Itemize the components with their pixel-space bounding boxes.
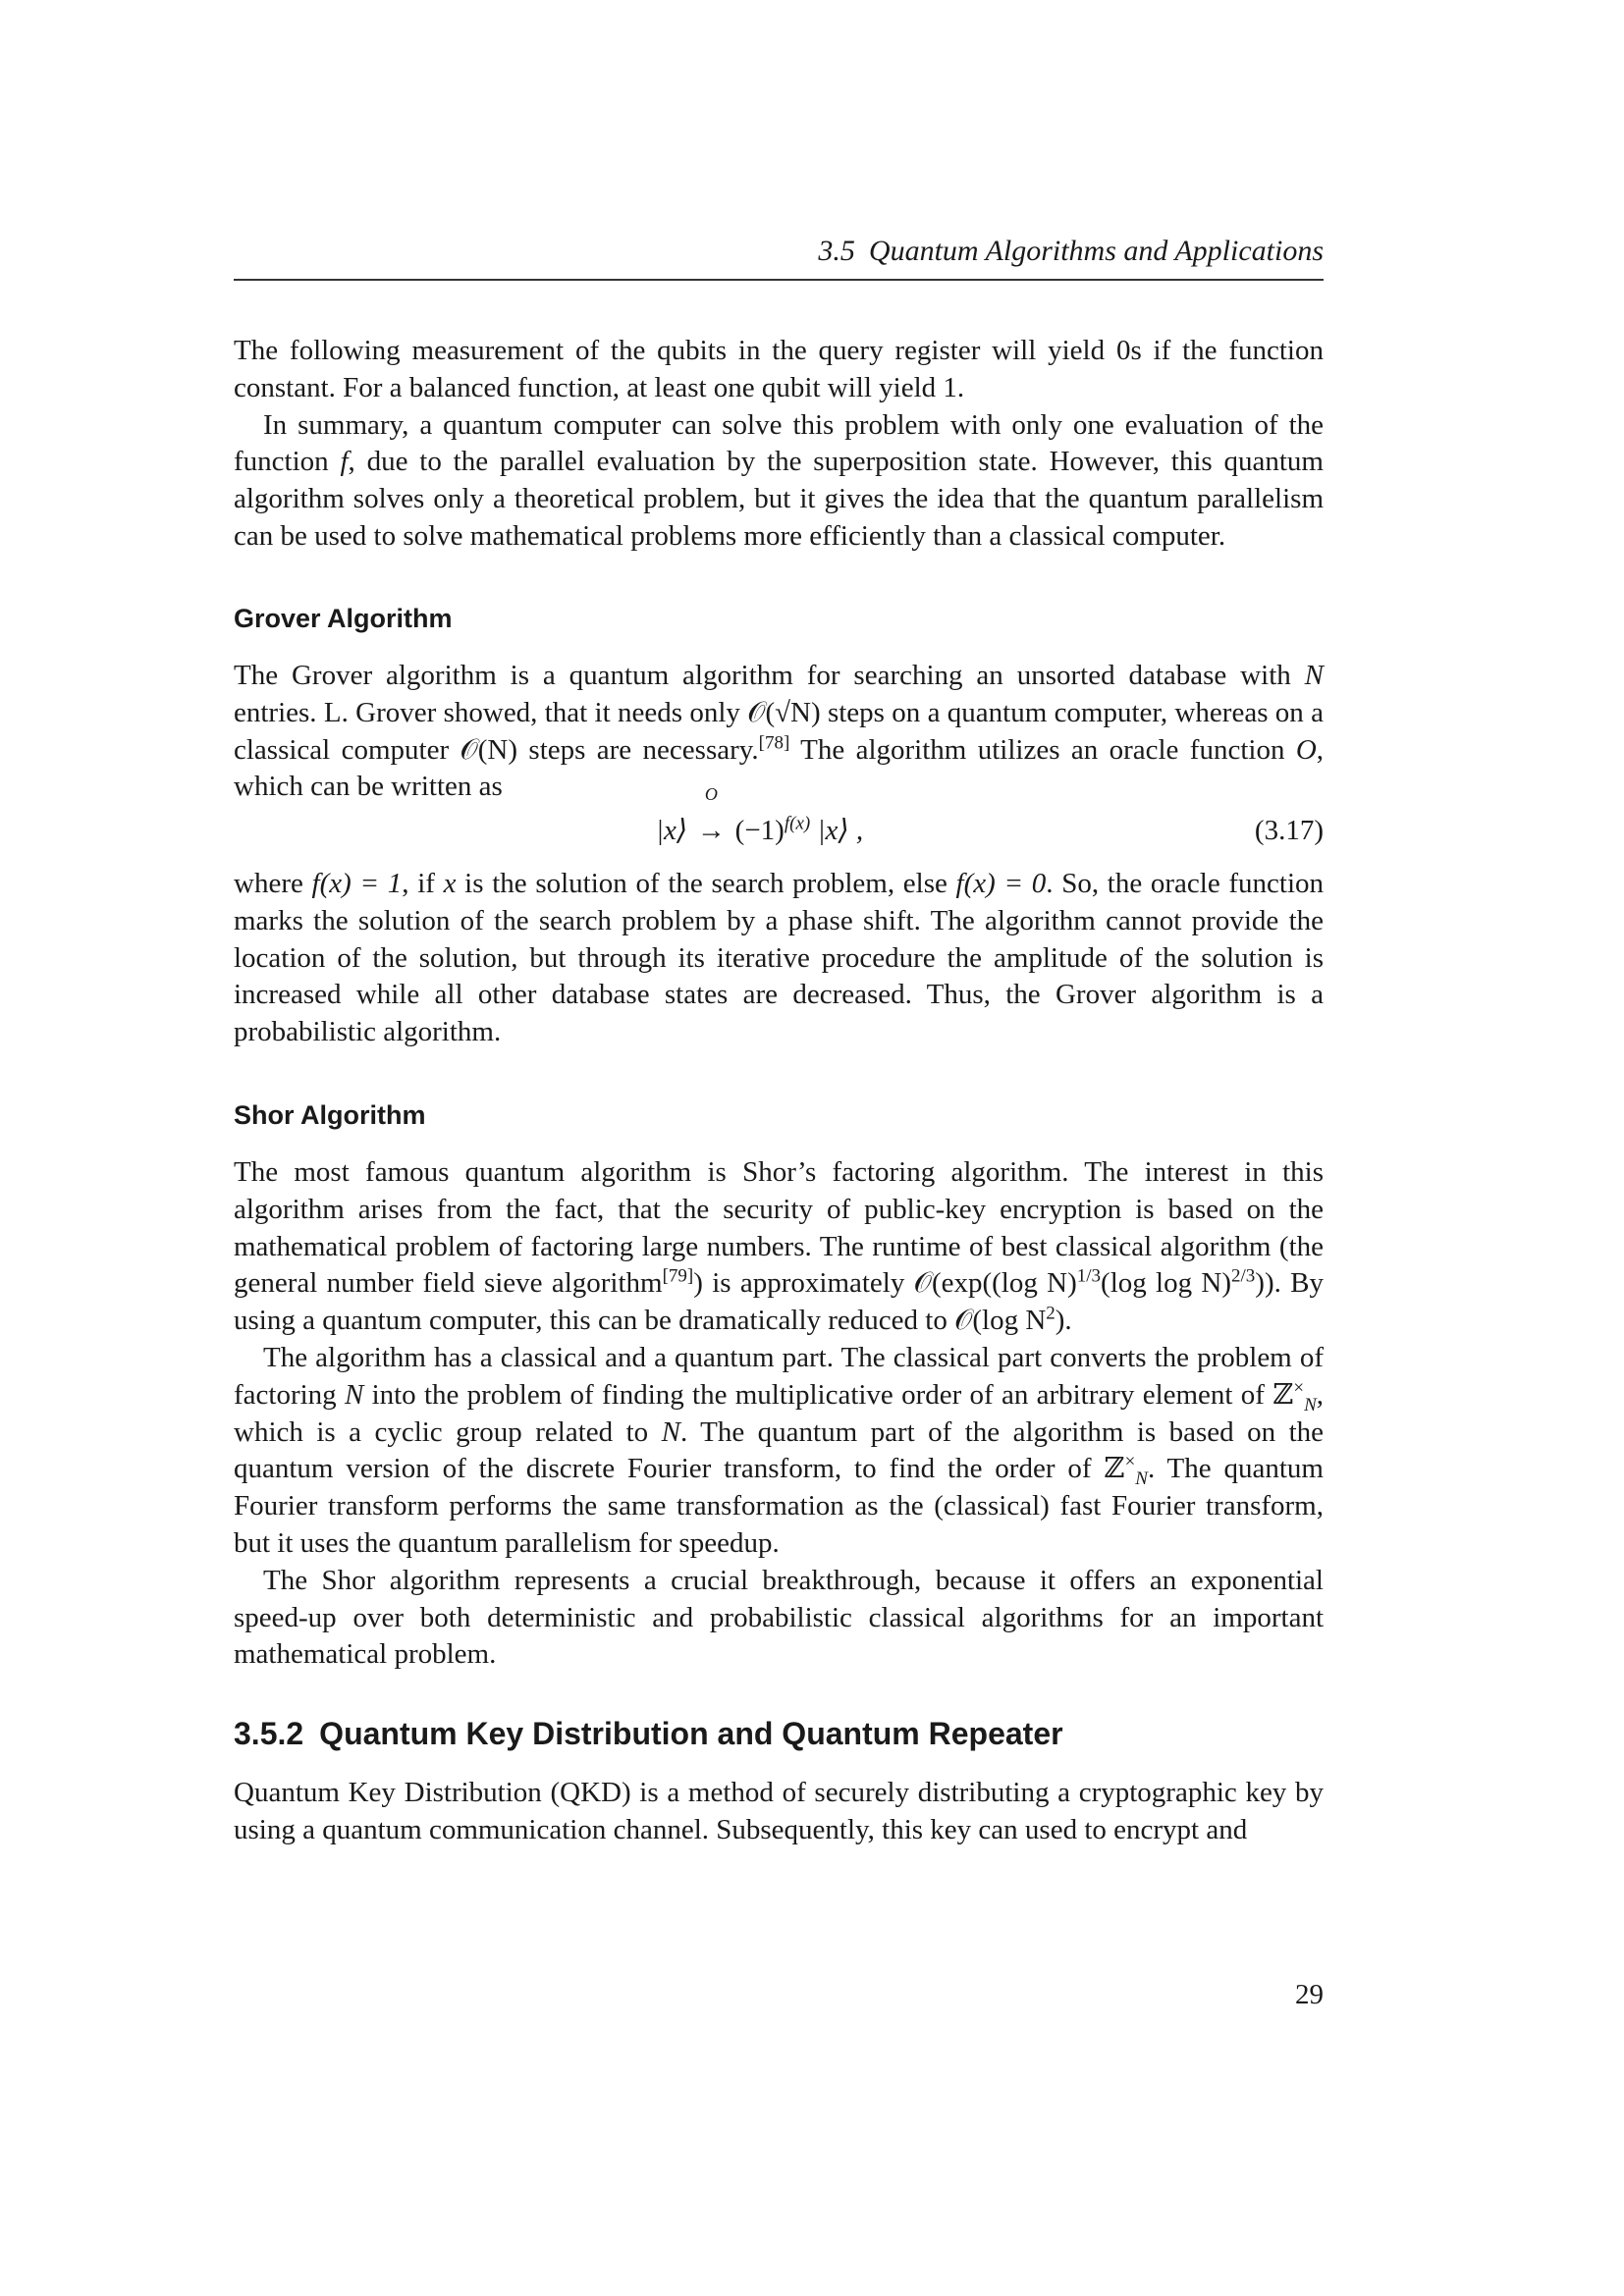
section-paragraph-block (234, 1775, 1324, 1849)
shor-heading-block (234, 1097, 1324, 1133)
paragraph-2: In summary, a quantum computer can solve this problem with only one evaluation of the function f, due to the parallel evaluation by the superposition state. However, this quantum algorithm solves only a theoretical problem, but it gives the idea that the quantum parallelism can be used to solve mathematical problems more efficiently than a classical computer. (234, 408, 1324, 552)
equation-body: |x⟩ O → $(-1)^{f(x)}$ |x⟩ , (656, 807, 863, 854)
shor-heading: Shor Algorithm (234, 1100, 426, 1130)
paragraph-1: The following measurement of the qubits in the query register will yield 0s if the function constant. For a balanced function, at least one qubit will yield 1. (234, 335, 1324, 403)
section-heading: 3.5.2 Quantum Key Distribution and Quantum Repeater (234, 1716, 1063, 1751)
grover-paragraph-1: The Grover algorithm is a quantum algorithm for searching an unsorted database with N entries. L. Grover showed, that it needs only 𝒪(√N) steps on a quantum computer, whereas on a classical computer 𝒪(N) steps are necessary.[78] The algorithm utilizes an oracle function O, which can be written as (234, 660, 1325, 803)
group-symbol: ℤ×$_N$ (1104, 1451, 1148, 1490)
shor-paragraph-3: The Shor algorithm represents a crucial breakthrough, because it offers an exponential speed-up over both deterministic and probabilistic classical algorithms for an important mathematical problem. (234, 1564, 1324, 1671)
section-paragraph-1: Quantum Key Distribution (QKD) is a method of securely distributing a cryptographic key by using a quantum communication channel. Subsequently, this key can used to encrypt and (234, 1777, 1324, 1845)
shor-paragraph-1: The most famous quantum algorithm is Shor’s factoring algorithm. The interest in this algorithm arises from the fact, that the security of public-key encryption is based on the mathematical problem of factoring large numbers. The runtime of best classical algorithm (the general number field sieve algorithm[79]) is approximately 𝒪(exp((log N)$^{1/3}$(log log N)$^{2/3}$)). By using a quantum computer, this can be dramatically reduced to 𝒪(log $N^2$). (234, 1156, 1325, 1337)
equation-number: (3.17) (1254, 815, 1324, 846)
running-head-title: Quantum Algorithms and Applications (868, 235, 1324, 267)
citation-78[interactable]: [78] (758, 731, 790, 753)
running-head-section-number: 3.5 (818, 235, 855, 267)
intro-block (234, 333, 1324, 556)
running-head (234, 230, 1324, 281)
section-heading-block (234, 1714, 1324, 1753)
shor-block (234, 1154, 1324, 1674)
grover-complexity-classical: 𝒪(N) (460, 733, 518, 766)
shor-paragraph-2: The algorithm has a classical and a quantum part. The classical part converts the problem of factoring N into the problem of finding the multiplicative order of an arbitrary element of ℤ×$_N$, which is a cyclic group related to N. The quantum part of the algorithm is based on the quantum version of the discrete Fourier transform, to find the order of ℤ×$_N$. The quantum Fourier transform performs the same transformation as the (classical) fast Fourier transform, but it uses the quantum parallelism for speedup. (234, 1341, 1325, 1559)
group-symbol: ℤ×$_N$ (1272, 1377, 1317, 1415)
grover-heading: Grover Algorithm (234, 604, 453, 633)
page-number: 29 (1295, 1979, 1324, 2010)
citation-79[interactable]: [79] (662, 1265, 694, 1287)
oracle-arrow: O → (696, 784, 726, 846)
grover-paragraph-2: where f(x) = 1, if x is the solution of the search problem, else f(x) = 0. So, the oracle function marks the solution of the search problem by a phase shift. The algorithm cannot provide the location of the solution, but through its iterative procedure the amplitude of the solution is increased while all other database states are decreased. Thus, the Grover algorithm is a probabilistic algorithm. (234, 868, 1325, 1048)
grover-heading-block (234, 601, 1324, 636)
grover-complexity-quantum: 𝒪(√N) (747, 696, 821, 728)
equation-3-17 (234, 784, 1324, 854)
